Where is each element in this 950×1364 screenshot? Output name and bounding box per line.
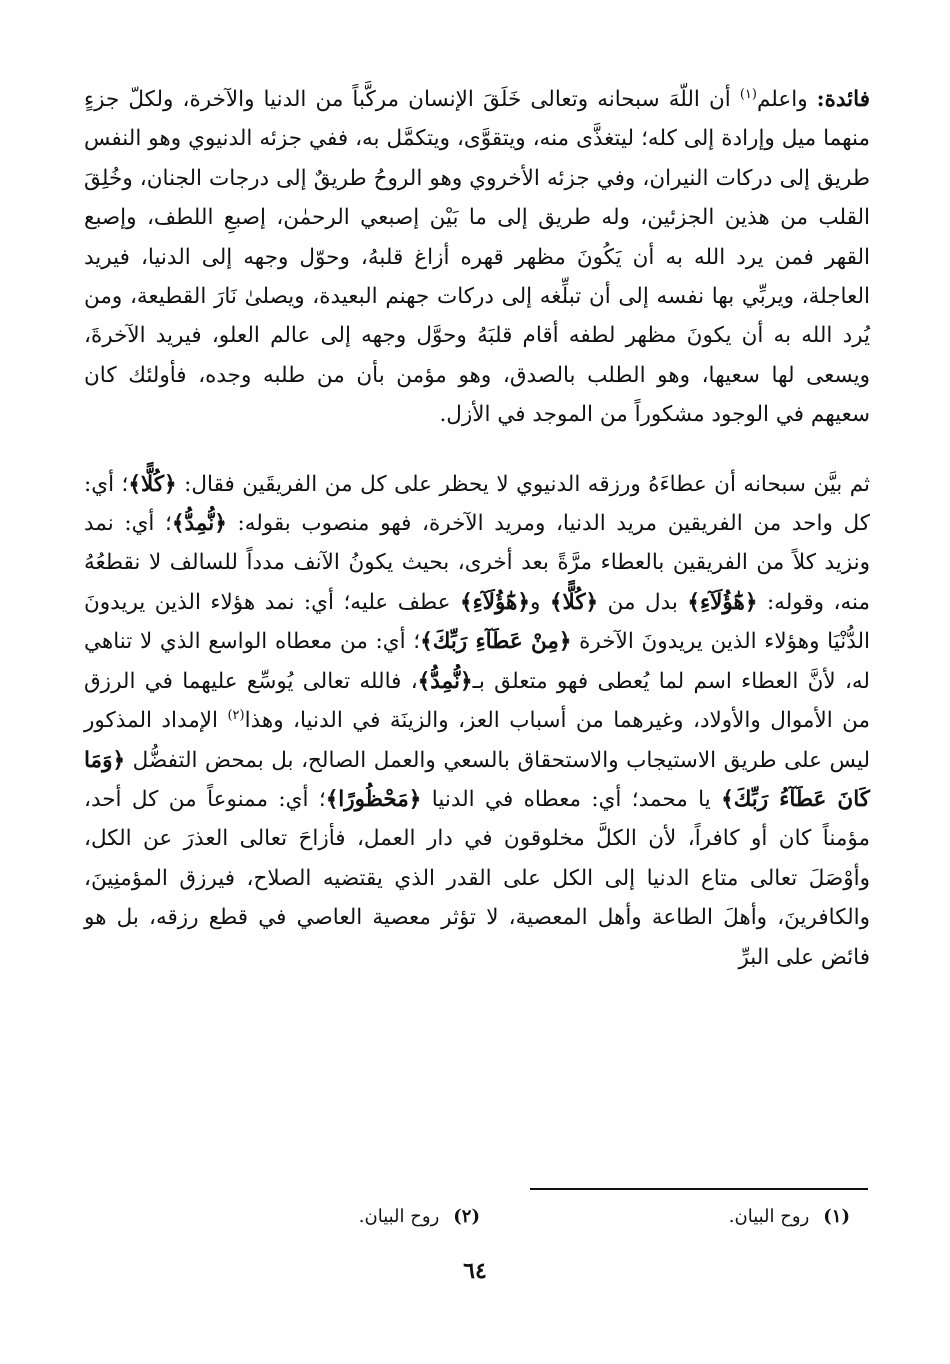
text-run: ؛ أي: نمد ونزيد كلاً من الفريقين بالعطاء مرَّةً بعد أخرى، بحيث يكونُ الآنف مدداً للسالف لا نقطعُهُ منه، وقوله:: [84, 511, 870, 615]
quran-quote: ﴿كُلًّا﴾: [549, 589, 599, 615]
quran-quote: ﴿هَٰٓؤُلَآءِ﴾: [687, 589, 758, 615]
footnote-1: [729, 1205, 850, 1229]
quran-quote: ﴿كُلًّا﴾: [128, 471, 177, 497]
text-run: واعلم: [756, 87, 808, 112]
footnote-ref-2: (٢): [227, 707, 245, 723]
footnote-ref-1: (١): [739, 86, 757, 102]
footnote-number: (٢): [453, 1206, 480, 1227]
text-run: الإمداد المذكور ليس على طريق الاستيجاب والاستحقاق بالسعي والعمل الصالح، بل بمحض التفضُّل: [84, 708, 870, 773]
text-run: ، فالله تعالى يُوسِّع عليهما في الرزق من الأموال والأولاد، وغيرهما من أسباب العز، والزينَة في الدنيا، وهذا: [84, 668, 870, 734]
quran-quote: ﴿مَحْظُورًا﴾: [325, 786, 422, 812]
text-run: يا محمد؛ أي: معطاه في الدنيا: [431, 786, 711, 812]
footnote-number: (١): [823, 1206, 850, 1227]
text-run: ثم بيَّن سبحانه أن عطاءَهُ ورزقه الدنيوي لا يحظر على كل من الفريقَين فقال:: [184, 471, 870, 497]
text-run: ؛ أي: من معطاه الواسع الذي لا تناهي له، لأنَّ العطاء اسم لما يُعطى فهو متعلق بـ: [84, 629, 870, 694]
text-run: ؛ أي: كل واحد من الفريقين مريد الدنيا، ومريد الآخرة، فهو منصوب بقوله:: [84, 471, 871, 537]
text-run: و: [530, 589, 541, 615]
text-run: عطف عليه؛ أي: نمد هؤلاء الذين يريدونَ الدُّنْيَا وهؤلاء الذين يريدونَ الآخرة: [84, 589, 871, 655]
paragraph-explanation: [84, 465, 870, 977]
paragraph-faida: [84, 80, 870, 435]
quran-quote: ﴿نُّمِدُّ﴾: [171, 511, 227, 537]
text-run: بدل من: [607, 589, 678, 615]
page-number: ٦٤: [463, 1258, 487, 1284]
text-run: ؛ أي: ممنوعاً من كل أحد، مؤمناً كان أو كافراً، لأن الكلَّ مخلوقون في دار العمل، فأزاحَ تعالى العذرَ عن الكل، وأوْصَلَ تعالى متاع الدنيا إلى الكل على القدر الذي يقتضيه الصلاح، فيرزق المؤمنِينَ، والكافرينَ، وأهلَ الطاعة وأهل المعصية، لا تؤثر معصية العاصي في قطع رزقه، بل هو فائض على البرِّ: [84, 786, 870, 970]
lead-word: فائدة:: [816, 87, 870, 112]
quran-quote: ﴿نُّمِدُّ﴾: [417, 668, 473, 694]
footnote-2: [359, 1205, 480, 1229]
main-text: [84, 80, 870, 977]
quran-quote: ﴿مِنْ عَطَآءِ رَبِّكَ﴾: [420, 629, 572, 655]
footnote-divider: [530, 1188, 868, 1190]
footnote-text: روح البيان.: [358, 1206, 440, 1227]
quran-quote: ﴿وَمَا كَانَ عَطَآءُ رَبِّكَ﴾: [84, 747, 870, 812]
footnote-text: روح البيان.: [728, 1206, 810, 1227]
quran-quote: ﴿هَٰٓؤُلَآءِ﴾: [459, 589, 530, 615]
text-run: أن اللّهَ سبحانه وتعالى خَلَقَ الإنسان مركَّباً من الدنيا والآخرة، ولكلّ جزءٍ منهما ميل وإرادة إلى كله؛ ليتغذَّى منه، ويتقوَّى، ويتكمَّل به، ففي جزئه الدنيوي وهو النفس طريق إلى دركات النيران، وفي جزئه الأخروي وهو الروحُ طريقٌ إلى درجات الجنان، وخُلِقَ القلب من هذين الجزئين، وله طريق إلى ما بَيْن إصبعي الرحمٰن، إصبعِ اللطف، وإصبع القهر فمن يرد الله به أن يَكُونَ مظهر قهره أزاغ قلبهُ، وحوّل وجهه إلى الدنيا، فيريد العاجلة، ويربِّي بها نفسه إلى أن تبلِّغه إلى دركات جهنم البعيدة، ويصلىٰ نَارَ القطيعة، ومن يُرد الله به أن يكونَ مظهر لطفه أقام قلبَهُ وحوَّل وجهه إلى عالم العلو، فيريد الآخرةَ، ويسعى لها سعيها، وهو الطلب بالصدق، وهو مؤمن بأن من طلبه وجده، فأولئك كان سعيهم في الوجود مشكوراً من الموجد في الأزل.: [84, 87, 870, 428]
